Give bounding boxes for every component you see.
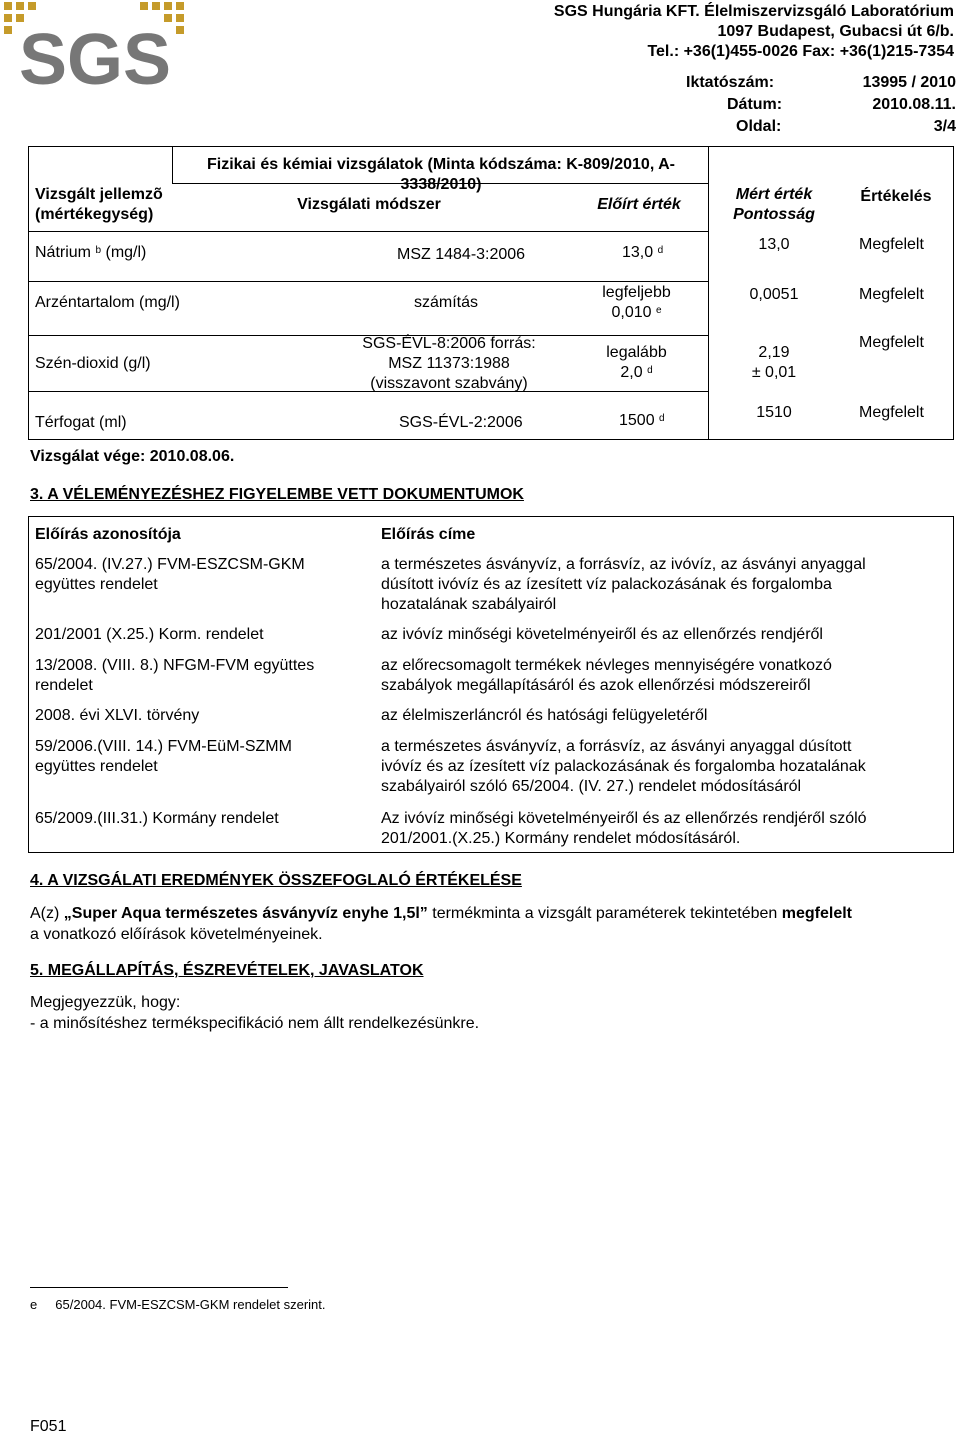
section5-title: 5. MEGÁLLAPÍTÁS, ÉSZREVÉTELEK, JAVASLATOK — [30, 962, 424, 979]
company-name: SGS Hungária KFT. Élelmiszervizsgáló Laboratórium — [553, 3, 954, 20]
remarks: Megjegyezzük, hogy: - a minősítéshez termékspecifikáció nem állt rendelkezésünkre. — [30, 994, 480, 1032]
row-natrium-eval: Megfelelt — [859, 236, 924, 253]
row-terfogat-param: Térfogat (ml) — [35, 414, 127, 431]
row-co2-limit: legalább 2,0 $^d$ — [606, 344, 667, 381]
footnote-divider — [30, 1287, 288, 1288]
col-param-header: Vizsgált jellemzõ (mértékegység) — [35, 186, 163, 223]
form-code: F051 — [30, 1418, 67, 1435]
company-address: 1097 Budapest, Gubacsi út 6/b. — [717, 23, 954, 40]
company-phone: Tel.: +36(1)455-0026 Fax: +36(1)215-7354 — [647, 43, 954, 60]
datum-value: 2010.08.11. — [872, 96, 956, 113]
sgs-logo — [0, 0, 190, 92]
row-natrium-measured: 13,0 — [758, 236, 790, 253]
datum-label: Dátum: — [727, 96, 783, 113]
oldal-label: Oldal: — [736, 118, 782, 135]
row-co2-method: SGS-ÉVL-8:2006 forrás: MSZ 11373:1988 (visszavont szabvány) — [362, 335, 536, 392]
row-terfogat-measured: 1510 — [756, 404, 792, 421]
row-terfogat-method: SGS-ÉVL-2:2006 — [399, 414, 523, 431]
section-title: Fizikai és kémiai vizsgálatok (Minta kódszáma: K-809/2010, A-3338/2010) — [206, 156, 676, 193]
row-natrium-method: MSZ 1484-3:2006 — [397, 246, 526, 263]
row-terfogat-eval: Megfelelt — [859, 404, 924, 421]
documents-table: Előírás azonosítója Előírás címe 65/2004. (IV.27.) FVM-ESZCSM-GKM együttes rendelet a természetes ásványvíz, a forrásvíz, az ivóvíz, az ásványi anyaggal dúsított ivóvíz és az ízesített víz palackozásának és forgalomba hozatalának szabályairól 201/2001 (X.25.) Korm. rendelet az ivóvíz minőségi követelményeiről és az ellenőrzés rendjéről 13/2008. (VIII. 8.) NFGM-FVM együttes rendelet az előrecsomagolt termékek névleges mennyiségére vonatkozó szabályok megállapításáról és azok ellenőrzési módszereiről 2008. évi XLVI. törvény az élelmiszerláncról és hatósági felügyeletéről 59/2006.(VIII. 14.) FVM-EüM-SZMM együttes rendelet a természetes ásványvíz, a forrásvíz, az ásványi anyaggal dúsított ivóvíz és az ízesített víz palackozásának és forgalomba hozatalának szabályairól szóló 65/2004. (IV. 27.) rendelet módosításáról 65/2009.(III.31.) Kormány rendelet Az ivóvíz minőségi követelményeiről és az ellenőrzés rendjéről szóló 201/2001.(X.25.) Kormány rendelet módosításáról. — [28, 516, 954, 853]
col-eval-header: Értékelés — [860, 188, 932, 205]
iktatoszam-value: 13995 / 2010 — [862, 74, 956, 91]
row-arzen-eval: Megfelelt — [859, 286, 924, 303]
row-arzen-method: számítás — [413, 294, 478, 311]
row-arzen-limit: legfeljebb 0,010 $^e$ — [602, 284, 671, 321]
row-arzen-param: Arzéntartalom (mg/l) — [35, 294, 180, 311]
row-co2-measured: 2,19 ± 0,01 — [751, 344, 797, 381]
row-natrium-param: Nátrium $^b$ (mg/l) — [35, 244, 147, 261]
col-id-header: Előírás azonosítója — [35, 526, 181, 543]
row-co2-param: Szén-dioxid (g/l) — [35, 355, 151, 372]
col-title-header: Előírás címe — [381, 526, 476, 543]
row-natrium-limit: 13,0 $^d$ — [622, 244, 664, 261]
section3-title: 3. A VÉLEMÉNYEZÉSHEZ FIGYELEMBE VETT DOKUMENTUMOK — [30, 486, 524, 503]
section4-title: 4. A VIZSGÁLATI EREDMÉNYEK ÖSSZEFOGLALÓ ÉRTÉKELÉSE — [30, 872, 522, 889]
col-limit-header: Előírt érték — [597, 196, 681, 213]
iktatoszam-label: Iktatószám: — [686, 74, 775, 91]
oldal-value: 3/4 — [933, 118, 956, 135]
row-co2-eval: Megfelelt — [859, 334, 924, 351]
footnote: e 65/2004. FVM-ESZCSM-GKM rendelet szerint. — [30, 1297, 326, 1312]
row-arzen-measured: 0,0051 — [749, 286, 799, 303]
col-measured-header: Mért érték Pontosság — [733, 186, 815, 223]
col-method-header: Vizsgálati módszer — [297, 196, 441, 213]
summary-paragraph: A(z) „Super Aqua természetes ásványvíz enyhe 1,5l” termékminta a vizsgált paraméterek tekintetében megfelelt a vonatkozó előírások követelményeinek. — [30, 905, 852, 943]
svg-text:SGS: SGS — [18, 20, 172, 92]
row-terfogat-limit: 1500 $^d$ — [619, 412, 665, 429]
results-table — [28, 146, 954, 440]
test-end-date: Vizsgálat vége: 2010.08.06. — [30, 448, 235, 465]
